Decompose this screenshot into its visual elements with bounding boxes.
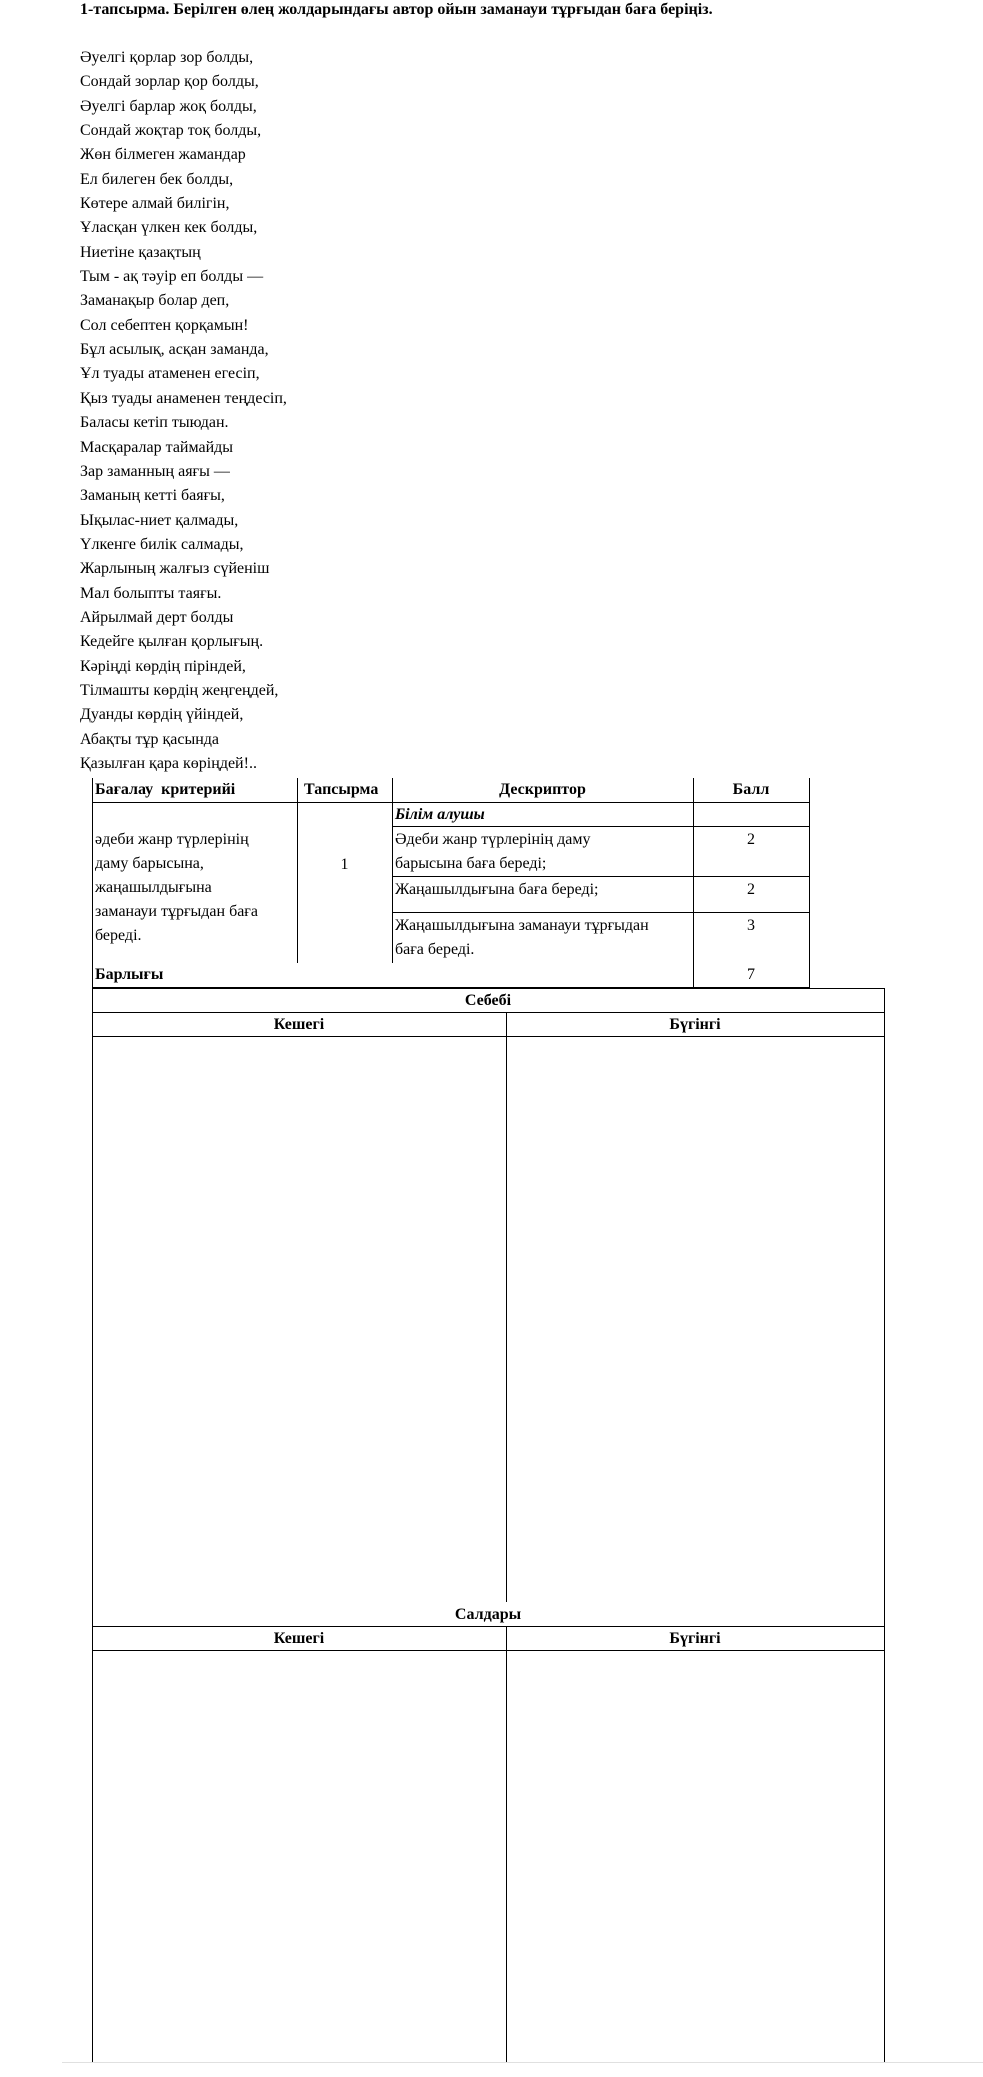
descriptor-line: барысына баға береді; <box>395 855 547 872</box>
poem-line: Ұл туады атаменен егесіп, <box>80 365 260 383</box>
rubric-total-score: 7 <box>747 966 755 983</box>
descriptor-line: баға береді. <box>395 941 475 958</box>
poem <box>80 46 287 776</box>
poem-line: Бұл асылық, асқан заманда, <box>80 341 269 359</box>
criteria-line: жаңашылдығына <box>95 879 212 896</box>
reason-col-right: Бүгінгі <box>669 1016 721 1033</box>
table-border <box>392 912 809 913</box>
rubric-header-criteria: Бағалау критерийі <box>95 781 236 798</box>
page-bottom-edge <box>62 2062 983 2063</box>
consequence-col-right: Бүгінгі <box>669 1630 721 1647</box>
rubric-descriptor <box>395 914 649 962</box>
reason-title: Себебі <box>464 992 512 1009</box>
poem-line: Ұласқан үлкен кек болды, <box>80 219 258 237</box>
poem-line: Сондай жоқтар тоқ болды, <box>80 122 262 140</box>
table-border <box>809 778 810 988</box>
table-border <box>884 988 885 1602</box>
poem-line: Қыз туады анаменен теңдесіп, <box>80 389 287 407</box>
rubric-descriptor <box>395 878 598 902</box>
rubric-descriptor <box>395 828 590 876</box>
poem-line: Тілмашты көрдің жеңгеңдей, <box>80 681 279 699</box>
poem-line: Айрылмай дерт болды <box>80 608 234 626</box>
rubric-score: 2 <box>747 881 755 898</box>
poem-line: Жөн білмеген жамандар <box>80 146 246 164</box>
table-border <box>392 778 393 963</box>
task-title: 1-тапсырма. Берілген өлең жолдарындағы автор ойын заманауи тұрғыдан баға беріңіз. <box>80 1 713 18</box>
criteria-line: береді. <box>95 927 142 944</box>
descriptor-line: Әдеби жанр түрлерінің даму <box>395 831 591 848</box>
poem-line: Ниетіне қазақтың <box>80 243 201 261</box>
table-border <box>392 876 809 877</box>
poem-line: Масқаралар таймайды <box>80 438 234 456</box>
rubric-criteria <box>95 828 258 948</box>
rubric-total-label: Барлығы <box>95 966 164 983</box>
rubric-subheader: Білім алушы <box>395 806 485 823</box>
consequence-answer-left[interactable] <box>93 1651 505 2061</box>
rubric-task-number: 1 <box>340 856 349 873</box>
reason-col-left: Кешегі <box>273 1016 325 1033</box>
table-border <box>92 778 93 988</box>
poem-line: Әуелгі қорлар зор болды, <box>80 49 254 66</box>
poem-line: Абақты тұр қасында <box>80 730 220 748</box>
poem-line: Дуанды көрдің үйіндей, <box>80 706 244 724</box>
rubric-score: 2 <box>747 831 755 848</box>
consequence-answer-right[interactable] <box>507 1651 883 2061</box>
table-border <box>884 1602 885 2062</box>
rubric-header-descriptor: Дескриптор <box>499 781 586 798</box>
poem-line: Мал болыпты таяғы. <box>80 584 222 602</box>
descriptor-line: Жаңашылдығына заманауи тұрғыдан <box>395 917 649 934</box>
poem-line: Ел билеген бек болды, <box>80 170 234 188</box>
poem-line: Көтере алмай билігін, <box>80 195 230 213</box>
poem-line: Сондай зорлар қор болды, <box>80 73 259 91</box>
poem-line: Зар заманның аяғы — <box>80 462 230 480</box>
descriptor-line: Жаңашылдығына баға береді; <box>395 881 599 898</box>
poem-line: Әуелгі барлар жоқ болды, <box>80 97 257 115</box>
reason-answer-left[interactable] <box>93 1037 505 1602</box>
poem-line: Кәріңді көрдің піріндей, <box>80 657 246 675</box>
poem-line: Қазылған қара көріңдей!.. <box>80 754 257 772</box>
poem-line: Заманың кетті баяғы, <box>80 487 225 505</box>
poem-line: Үлкенге билік салмады, <box>80 535 244 553</box>
rubric-header-task: Тапсырма <box>304 781 379 798</box>
poem-line: Тым - ақ тәуір еп болды — <box>80 268 264 286</box>
criteria-line: әдеби жанр түрлерінің <box>95 831 249 848</box>
consequence-title: Салдары <box>454 1606 522 1623</box>
rubric-score: 3 <box>747 917 755 934</box>
poem-line: Заманақыр болар деп, <box>80 292 230 310</box>
criteria-line: даму барысына, <box>95 855 204 872</box>
poem-line: Ықылас-ниет қалмады, <box>80 511 239 529</box>
criteria-line: заманауи тұрғыдан баға <box>95 903 258 920</box>
poem-line: Кедейге қылған қорлығың. <box>80 633 264 651</box>
poem-line: Сол себептен қорқамын! <box>80 316 249 334</box>
rubric-header-score: Балл <box>732 781 770 798</box>
poem-line: Баласы кетіп тыюдан. <box>80 414 229 432</box>
poem-line: Жарлының жалғыз сүйеніш <box>80 560 270 578</box>
consequence-col-left: Кешегі <box>273 1630 325 1647</box>
reason-answer-right[interactable] <box>507 1037 883 1602</box>
